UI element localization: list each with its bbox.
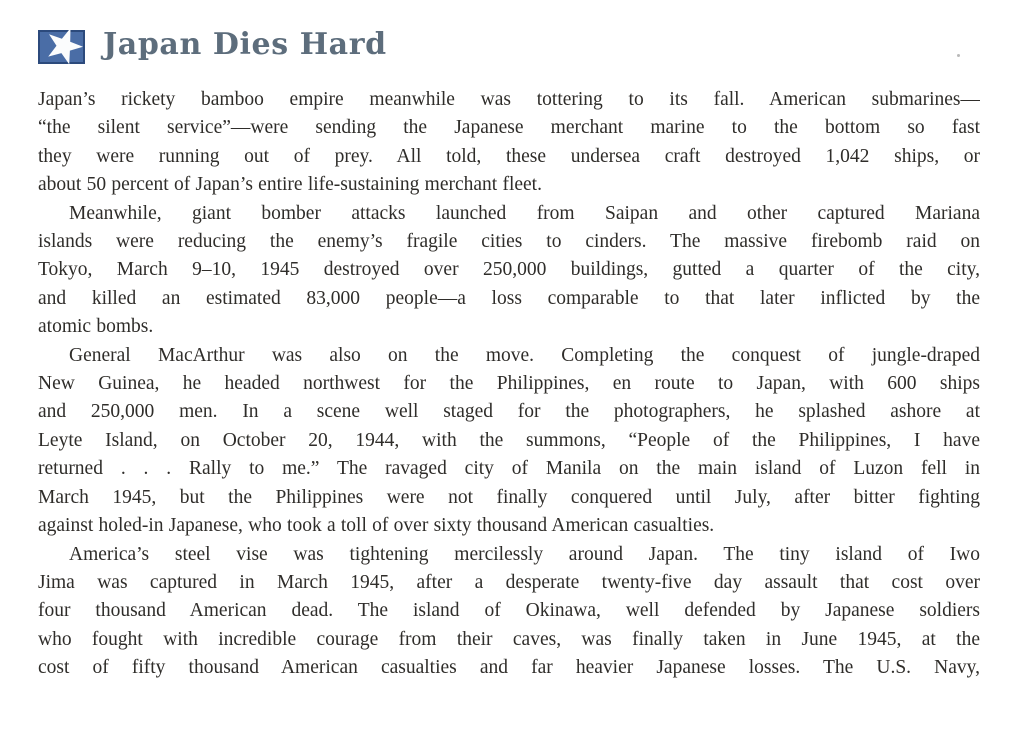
text-line: Japan’s rickety bamboo empire meanwhile was tottering to its fall. American submarines— <box>38 89 980 110</box>
text-line: March 1945, but the Philippines were not finally conquered until July, after bitter fighting <box>38 486 980 508</box>
text-line: who fought with incredible courage from their caves, was finally taken in June 1945, at the <box>38 628 980 650</box>
text-line: they were running out of prey. All told, these undersea craft destroyed 1,042 ships, or <box>38 145 980 167</box>
text-line: Jima was captured in March 1945, after a desperate twenty-five day assault that cost over <box>38 571 980 593</box>
text-line: Meanwhile, giant bomber attacks launched from Saipan and other captured Mariana <box>69 202 980 224</box>
section-header <box>38 28 980 66</box>
paragraph <box>38 86 980 200</box>
text-line: General MacArthur was also on the move. Completing the conquest of jungle-draped <box>69 344 980 366</box>
text-line: and 250,000 men. In a scene well staged for the photographers, he splashed ashore at <box>38 401 980 423</box>
text-line: and killed an estimated 83,000 people—a loss comparable to that later inflicted by the <box>38 287 980 309</box>
paragraph <box>38 200 980 342</box>
text-line: “the silent service”—were sending the Japanese merchant marine to the bottom so fast <box>38 117 980 139</box>
section-title: Japan Dies Hard <box>103 27 387 62</box>
text-line: cost of fifty thousand American casualties and far heavier Japanese losses. The U.S. Navy, <box>38 657 980 679</box>
star-icon <box>38 30 85 64</box>
print-speck <box>957 54 960 57</box>
text-line: about 50 percent of Japan’s entire life-sustaining merchant fleet. <box>38 174 542 196</box>
article <box>38 86 980 683</box>
text-line: Leyte Island, on October 20, 1944, with the summons, “People of the Philippines, I have <box>38 429 980 451</box>
text-line: America’s steel vise was tightening mercilessly around Japan. The tiny island of Iwo <box>69 543 980 565</box>
text-line: against holed-in Japanese, who took a toll of over sixty thousand American casualties. <box>38 515 715 537</box>
text-line: four thousand American dead. The island of Okinawa, well defended by Japanese soldiers <box>38 600 980 622</box>
text-line: Tokyo, March 9–10, 1945 destroyed over 250,000 buildings, gutted a quarter of the city, <box>38 259 980 281</box>
text-line: islands were reducing the enemy’s fragile cities to cinders. The massive firebomb raid on <box>38 231 980 253</box>
text-line: atomic bombs. <box>38 316 154 338</box>
text-line: returned . . . Rally to me.” The ravaged city of Manila on the main island of Luzon fell in <box>38 458 980 480</box>
text-line: New Guinea, he headed northwest for the Philippines, en route to Japan, with 600 ships <box>38 373 980 395</box>
paragraph <box>38 342 980 541</box>
paragraph <box>38 541 980 683</box>
